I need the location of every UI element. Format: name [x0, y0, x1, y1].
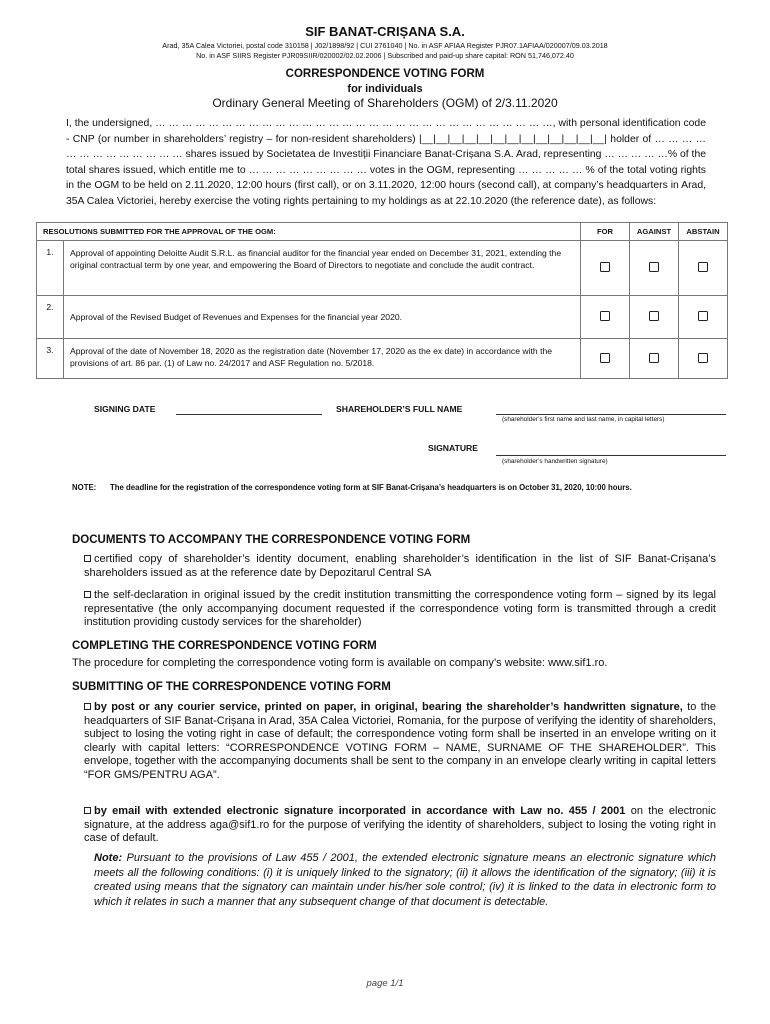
vote-for-checkbox[interactable] [581, 241, 630, 296]
resolution-number: 3. [37, 339, 64, 379]
company-details-line-1: Arad, 35A Calea Victoriei, postal code 310158 | J02/1898/92 | CUI 2761040 | No. in ASF AFIAA Register PJR07.1AFIAA/020007/09.03.2018 [162, 41, 608, 50]
bullet-square-icon [84, 703, 91, 710]
note-text: The deadline for the registration of the correspondence voting form at SIF Banat-Crișana’s headquarters is on October 31, 2020, 10:00 hours. [110, 483, 632, 492]
form-title: CORRESPONDENCE VOTING FORM [285, 68, 485, 80]
resolutions-table [36, 222, 728, 379]
submit-post-emphasis: by post or any courier service, printed on paper, in original, bearing the shareholder’s handwritten signature, [94, 701, 683, 713]
full-name-field[interactable] [496, 402, 726, 415]
vote-against-checkbox[interactable] [630, 296, 679, 339]
note-label: NOTE: [72, 483, 97, 492]
intro-declaration: I, the undersigned, … … … … … … … … … … … … … … … … … … … … … … … … … … … … … …, with personal identification code - CNP (or number in shareholders’ registry – for non-resident shareholders) |__|__|__|__|__|__|__|__|__|__|__|__|__| holder of … … … … … … … … … … … … … shares issued by Societatea de Investiții Financiare Banat-Crișana S.A. Arad, representing … … … … …% of the total shares issued, which entitle me to … … … … … … … … … votes in the OGM, representing … … … … … % of the total voting rights in the OGM to be held on 2.11.2020, 12:00 hours (first call), or on 3.11.2020, 12:00 hours (second call), at company’s headquarters in Arad, 35A Calea Victoriei, hereby exercise the voting rights pertaining to my holdings as at 22.10.2020 (the reference date), as follows: [66, 118, 706, 207]
resolutions-header: RESOLUTIONS SUBMITTED FOR THE APPROVAL OF THE OGM: [37, 223, 581, 241]
vote-for-checkbox[interactable] [581, 296, 630, 339]
vote-abstain-checkbox[interactable] [679, 339, 728, 379]
es-note-text: Pursuant to the provisions of Law 455 / 2001, the extended electronic signature means an electronic signature which meets all the following conditions: (i) it is uniquely linked to the signatory; (ii) it allows the identification of the signatory; (iii) it is created using means that the signatory can maintain under his/her sole control; (iv) it is linked to the data in electronic form to which it relates in such a manner that any subsequent change of that document is detectable. [94, 852, 716, 908]
signing-date-field[interactable] [176, 402, 322, 415]
col-against-header: AGAINST [630, 223, 679, 241]
vote-against-checkbox[interactable] [630, 241, 679, 296]
signing-date-label: SIGNING DATE [94, 404, 156, 414]
form-subtitle: for individuals [347, 83, 423, 95]
meeting-title: Ordinary General Meeting of Shareholders (OGM) of 2/3.11.2020 [212, 96, 558, 110]
resolution-row-3 [37, 339, 728, 379]
signature-hint: (shareholder’s handwritten signature) [502, 458, 608, 465]
submit-post-text: to the headquarters of SIF Banat-Crișana in Arad, 35A Calea Victoriei, Romania, for the purpose of verifying the identity of shareholders, subject to losing the voting right in case of default; the correspondence voting form shall be inserted in an envelope writing on it clearly with capital letters: “CORRESPONDENCE VOTING FORM – NAME, SURNAME OF THE SHAREHOLDER”. This envelope, together with the accompanying documents shall be sent to the company in an envelope clearly writing in capital letters “FOR GMS/PENTRU AGA”. [84, 701, 717, 781]
signature-label: SIGNATURE [428, 443, 478, 453]
resolution-text: Approval of the Revised Budget of Revenues and Expenses for the financial year 2020. [64, 296, 581, 339]
document-item-text: certified copy of shareholder’s identity document, enabling shareholder’s identification in the list of SIF Banat-Crișana’s shareholders issued as at the reference date by Depozitarul Central SA [84, 553, 716, 579]
submit-by-post [84, 701, 716, 782]
deadline-note [72, 483, 732, 492]
vote-for-checkbox[interactable] [581, 339, 630, 379]
bullet-square-icon [84, 807, 91, 814]
col-for-header: FOR [581, 223, 630, 241]
resolution-number: 1. [37, 241, 64, 296]
submit-email-text: on the electronic signature, at the address aga@sif1.ro for the purpose of verifying the identity of shareholders, subject to losing the voting right in case of default. [84, 805, 716, 844]
submitting-heading: SUBMITTING OF THE CORRESPONDENCE VOTING FORM [72, 681, 391, 693]
page-number: page 1/1 [366, 978, 404, 989]
documents-heading: DOCUMENTS TO ACCOMPANY THE CORRESPONDENCE VOTING FORM [72, 534, 471, 546]
resolution-text: Approval of appointing Deloitte Audit S.R.L. as financial auditor for the financial year ended on December 31, 2021, extending the original contractual term by one year, and empowering the Board of Directors to negotiate and conclude the audit contract. [64, 241, 581, 296]
vote-against-checkbox[interactable] [630, 339, 679, 379]
completing-text: The procedure for completing the correspondence voting form is available on company’s website: www.sif1.ro. [72, 657, 608, 669]
es-note-label: Note: [94, 852, 123, 864]
vote-abstain-checkbox[interactable] [679, 241, 728, 296]
completing-heading: COMPLETING THE CORRESPONDENCE VOTING FORM [72, 640, 377, 652]
company-name: SIF BANAT-CRIȘANA S.A. [305, 24, 465, 39]
resolution-number: 2. [37, 296, 64, 339]
submit-email-emphasis: by email with extended electronic signature incorporated in accordance with Law no. 455 / 2001 [94, 805, 626, 817]
col-abstain-header: ABSTAIN [679, 223, 728, 241]
resolution-text: Approval of the date of November 18, 2020 as the registration date (November 17, 2020 as the ex date) in accordance with the provisions of art. 86 par. (1) of Law no. 24/2017 and ASF Regulation no. 5/2018. [64, 339, 581, 379]
resolution-row-2 [37, 296, 728, 339]
document-item-2 [84, 589, 716, 630]
document-item-1 [84, 553, 716, 580]
signature-field[interactable] [496, 441, 726, 456]
electronic-signature-note [94, 851, 716, 909]
full-name-label: SHAREHOLDER’S FULL NAME [336, 404, 463, 414]
resolutions-header-row [37, 223, 728, 241]
bullet-square-icon [84, 591, 91, 598]
submit-by-email [84, 805, 716, 846]
document-item-text: the self-declaration in original issued by the credit institution transmitting the correspondence voting form – signed by its legal representative (the only accompanying document requested if the correspondence voting form is transmitted through a credit institution providing custody services for the shareholder) [84, 589, 716, 628]
resolution-row-1 [37, 241, 728, 296]
bullet-square-icon [84, 555, 91, 562]
full-name-hint: (shareholder’s first name and last name, in capital letters) [502, 416, 665, 423]
vote-abstain-checkbox[interactable] [679, 296, 728, 339]
company-details-line-2: No. in ASF SIIRS Register PJR09SIIR/020002/02.02.2006 | Subscribed and paid-up share capital: RON 51,746,072.40 [196, 51, 574, 60]
